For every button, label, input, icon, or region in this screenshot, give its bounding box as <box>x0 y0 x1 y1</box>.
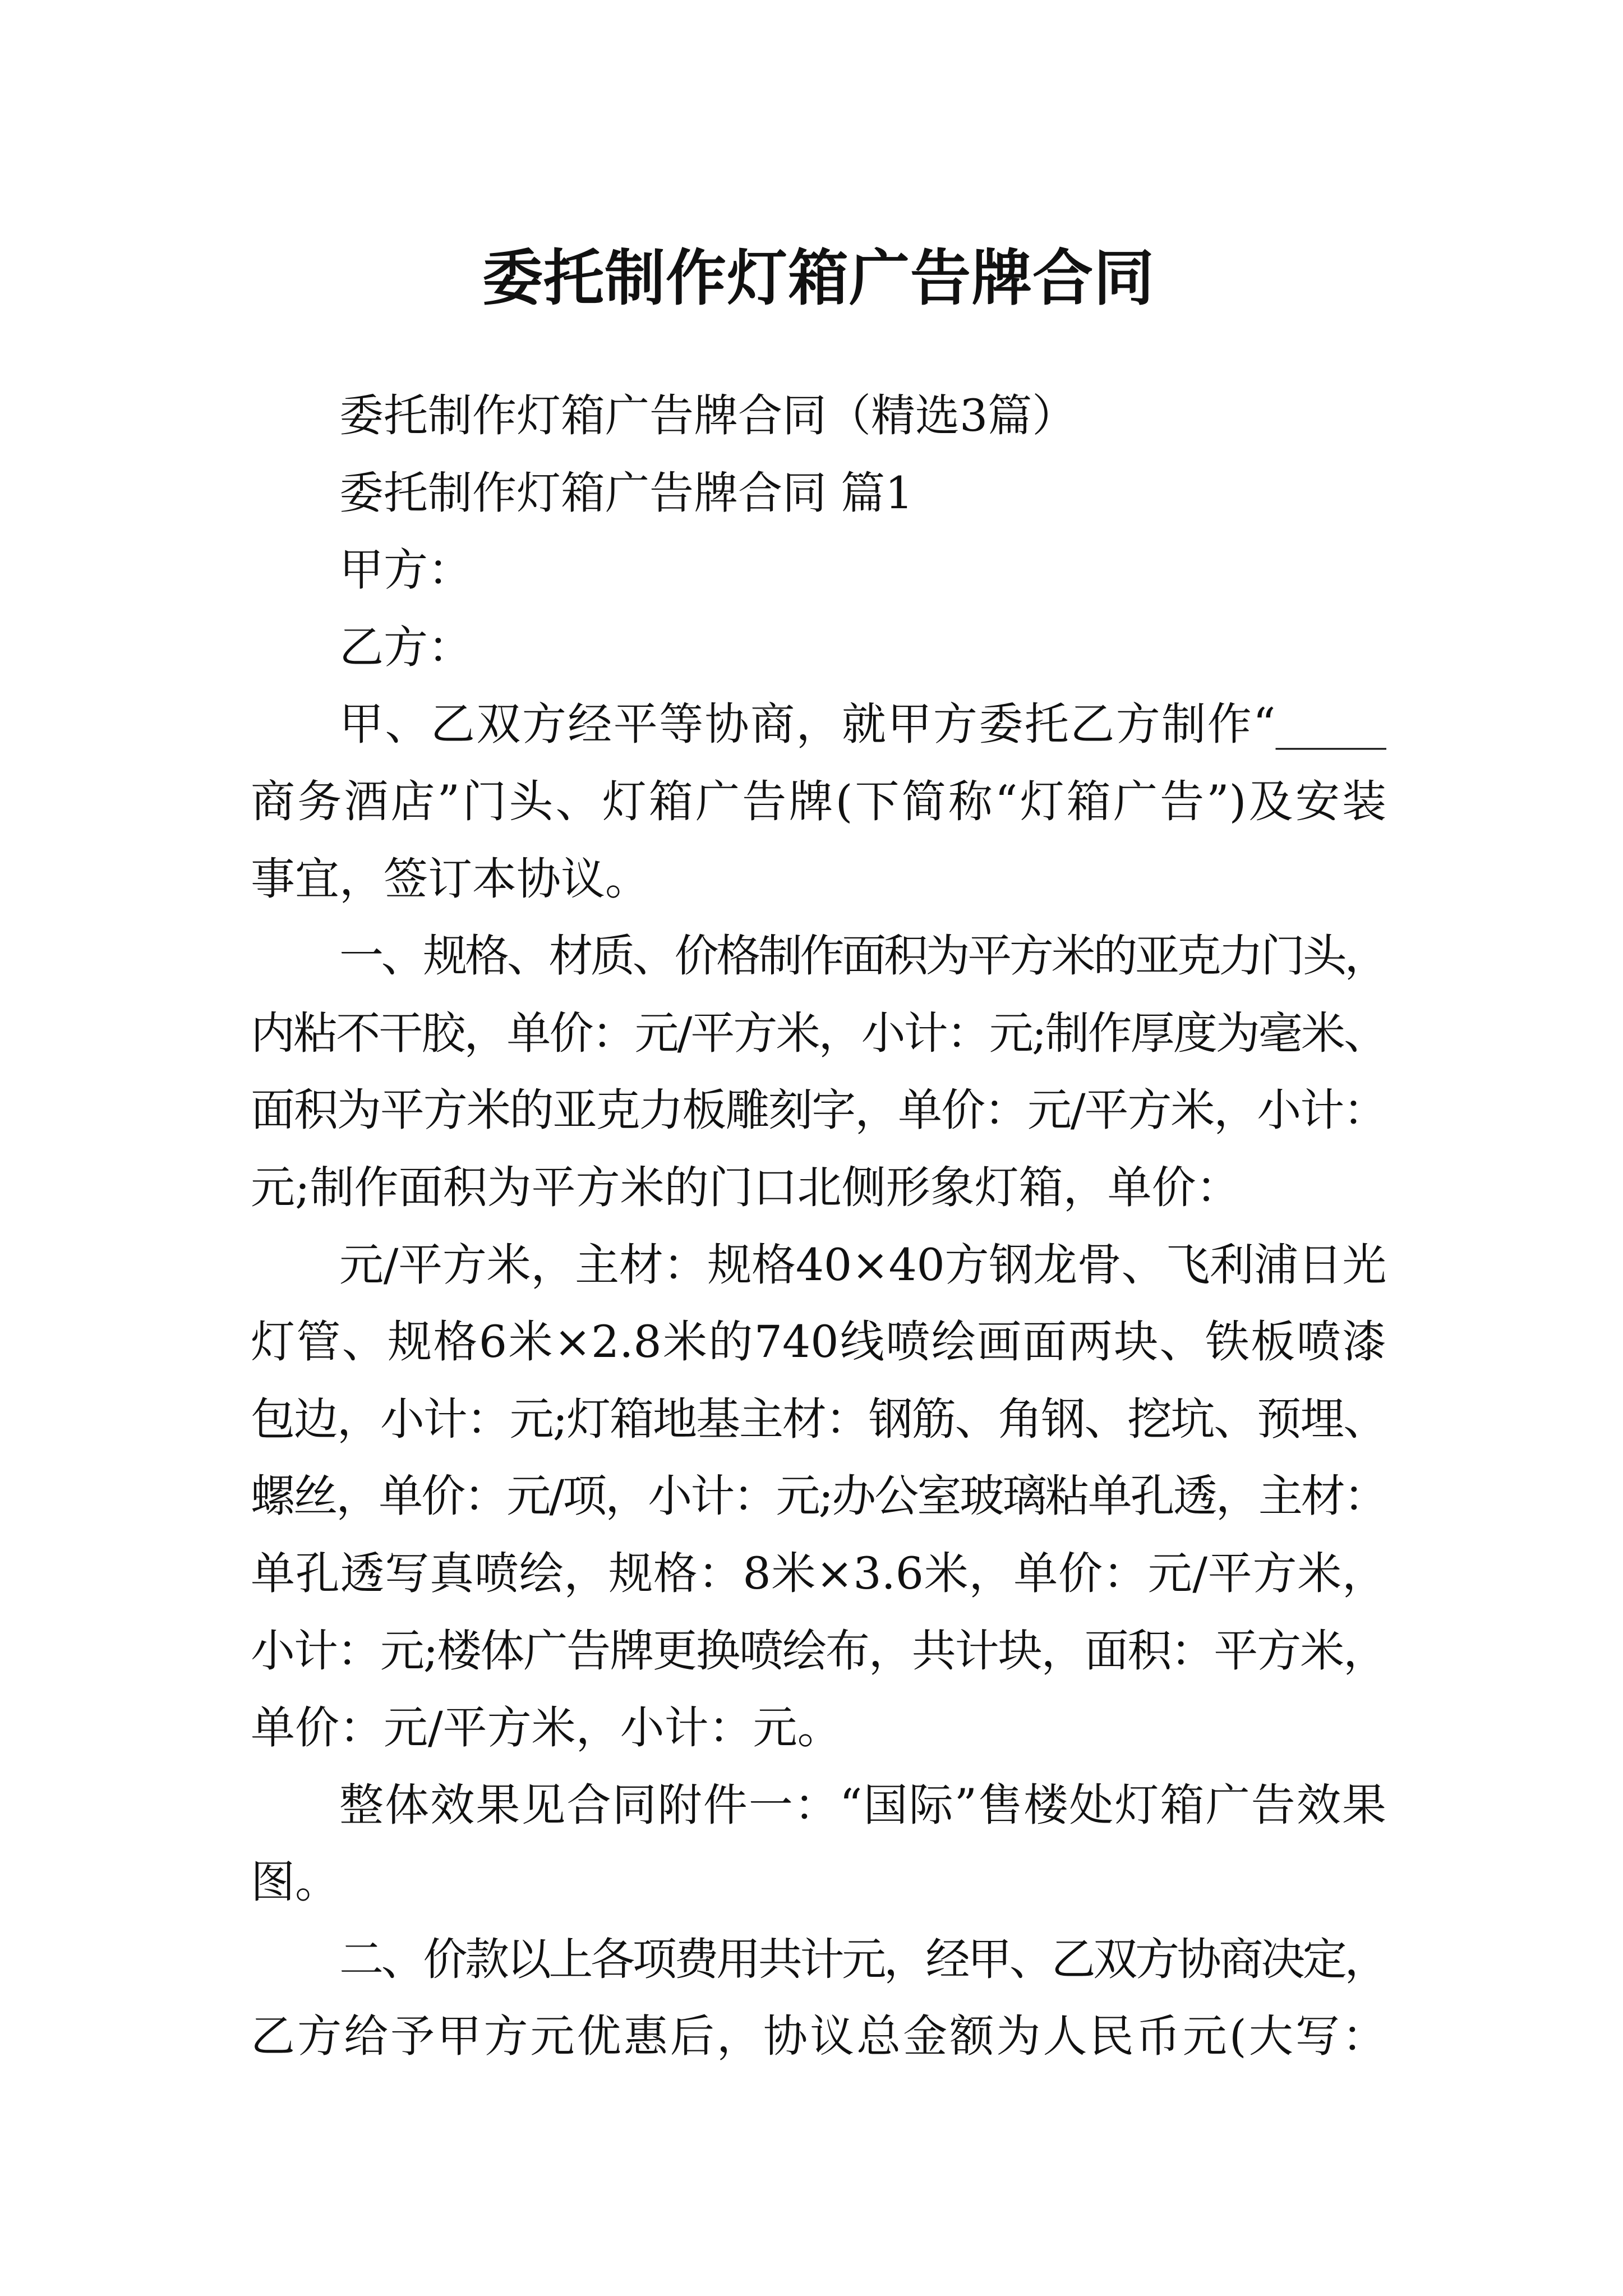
paragraph-line: 二、价款以上各项费用共计元，经甲、乙双方协商决定， <box>339 1933 1386 1985</box>
paragraph-line: 一、规格、材质、价格制作面积为平方米的亚克力门头， <box>339 930 1386 982</box>
paragraph-line: 图。 <box>251 1856 339 1908</box>
paragraph-clause-2 <box>251 1921 1386 2076</box>
paragraph-line: 甲、乙双方经平等协商，就甲方委托乙方制作“_____ <box>339 698 1386 751</box>
paragraph-line: 螺丝，单价：元/项，小计：元;办公室玻璃粘单孔透，主材： <box>251 1470 1386 1522</box>
paragraph-line: 面积为平方米的亚克力板雕刻字，单价：元/平方米，小计： <box>251 1084 1386 1137</box>
paragraph-line: 商务酒店”门头、灯箱广告牌(下简称“灯箱广告”)及安装 <box>251 775 1386 827</box>
paragraph-line: 小计：元;楼体广告牌更换喷绘布，共计块，面积：平方米， <box>251 1625 1386 1677</box>
paragraph-line: 包边，小计：元;灯箱地基主材：钢筋、角钢、挖坑、预埋、 <box>251 1393 1386 1445</box>
paragraph-line: 事宜，签订本协议。 <box>251 853 649 905</box>
paragraph-line: 甲方： <box>339 544 472 596</box>
paragraph-subtitle <box>251 378 1386 455</box>
page-title: 委托制作灯箱广告牌合同 <box>482 243 1155 314</box>
paragraph-line: 乙方： <box>339 621 472 673</box>
paragraph-line: 内粘不干胶，单价：元/平方米，小计：元;制作厚度为毫米、 <box>251 1007 1386 1059</box>
paragraph-preamble <box>251 686 1386 918</box>
paragraph-line: 灯管、规格6米×2.8米的740线喷绘画面两块、铁板喷漆 <box>251 1316 1386 1368</box>
paragraph-line: 元;制作面积为平方米的门口北侧形象灯箱，单价： <box>251 1161 1241 1213</box>
paragraph-line: 单孔透写真喷绘，规格：8米×3.6米，单价：元/平方米， <box>251 1547 1386 1599</box>
paragraph-line: 单价：元/平方米，小计：元。 <box>251 1702 842 1754</box>
paragraph-section-heading <box>251 455 1386 532</box>
paragraph-clause-1 <box>251 918 1386 1226</box>
paragraph-line: 整体效果见合同附件一：“国际”售楼处灯箱广告效果 <box>339 1779 1386 1831</box>
paragraph-effect <box>251 1767 1386 1921</box>
paragraph-line: 元/平方米，主材：规格40×40方钢龙骨、飞利浦日光 <box>339 1239 1386 1291</box>
paragraph-party-b <box>251 609 1386 687</box>
paragraph-materials <box>251 1227 1386 1767</box>
paragraph-line: 乙方给予甲方元优惠后，协议总金额为人民币元(大写： <box>251 2010 1386 2063</box>
paragraph-line: 委托制作灯箱广告牌合同 篇1 <box>339 467 914 519</box>
document-body <box>251 378 1386 2076</box>
paragraph-party-a <box>251 532 1386 609</box>
paragraph-line: 委托制作灯箱广告牌合同（精选3篇） <box>339 390 1077 441</box>
